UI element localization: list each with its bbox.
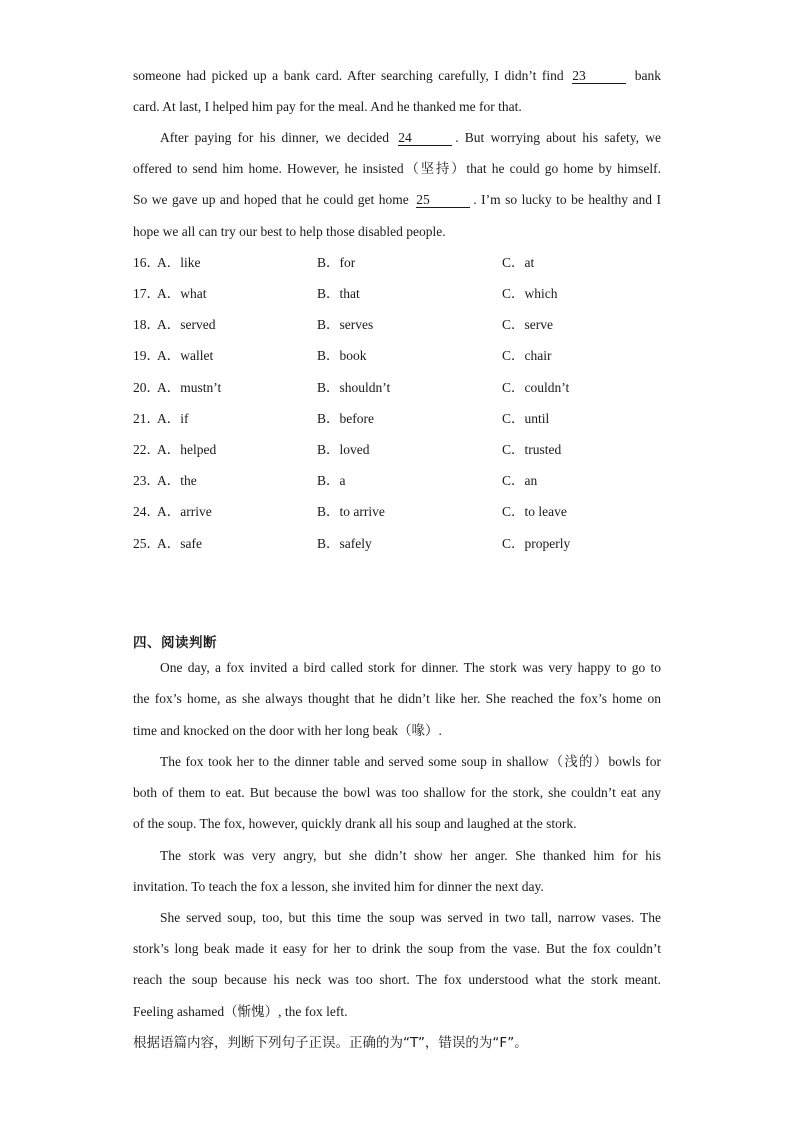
story-line: The fox took her to the dinner table and served some soup in shallow（浅的）bowls for (160, 754, 661, 769)
option-a[interactable]: A．arrive (157, 504, 212, 519)
question-24-options (133, 503, 661, 521)
option-c[interactable]: C．to leave (502, 504, 567, 519)
question-number: 20． (133, 380, 160, 395)
option-b[interactable]: B．to arrive (317, 504, 385, 519)
passage-line-4: offered to send him home. However, he insisted（坚持）that he could go home by himself. (133, 161, 661, 176)
question-number: 16． (133, 255, 160, 270)
story-line: One day, a fox invited a bird called stork for dinner. The stork was very happy to go to (160, 660, 661, 675)
blank-24: 24 (398, 130, 452, 146)
blank-25: 25 (416, 192, 470, 208)
story-line: time and knocked on the door with her long beak（喙）. (133, 723, 442, 738)
option-c[interactable]: C．an (502, 473, 538, 488)
option-a[interactable]: A．mustn’t (157, 380, 222, 395)
option-b[interactable]: B．for (317, 255, 356, 270)
question-number: 24． (133, 504, 160, 519)
task-instruction: 根据语篇内容，判断下列句子正误。正确的为“T”，错误的为“F”。 (133, 1035, 528, 1051)
option-b[interactable]: B．shouldn’t (317, 380, 391, 395)
option-c[interactable]: C．serve (502, 317, 553, 332)
option-a[interactable]: A．served (157, 317, 216, 332)
option-a[interactable]: A．what (157, 286, 207, 301)
passage-line-1 (133, 67, 661, 85)
option-c[interactable]: C．until (502, 411, 550, 426)
option-b[interactable]: B．that (317, 286, 360, 301)
question-number: 18． (133, 317, 160, 332)
section-heading: 四、阅读判断 (133, 635, 217, 651)
option-b[interactable]: B．a (317, 473, 346, 488)
story-line: She served soup, too, but this time the soup was served in two tall, narrow vases. The (160, 910, 661, 925)
question-21-options (133, 410, 661, 428)
question-20-options (133, 379, 661, 397)
question-22-options (133, 441, 661, 459)
question-23-options (133, 472, 661, 490)
passage-line-2: card. At last, I helped him pay for the meal. And he thanked me for that. (133, 99, 522, 114)
question-25-options (133, 535, 661, 553)
option-b[interactable]: B．before (317, 411, 374, 426)
story-line: of the soup. The fox, however, quickly drank all his soup and laughed at the stork. (133, 816, 577, 831)
question-number: 22． (133, 442, 160, 457)
passage-text: So we gave up and hoped that he could get home (133, 192, 409, 207)
story-line: The stork was very angry, but she didn’t show her anger. She thanked him for his (160, 848, 661, 863)
question-number: 19． (133, 348, 160, 363)
option-a[interactable]: A．like (157, 255, 201, 270)
option-c[interactable]: C．couldn’t (502, 380, 570, 395)
passage-line-3 (160, 129, 661, 147)
option-c[interactable]: C．which (502, 286, 558, 301)
option-c[interactable]: C．at (502, 255, 535, 270)
option-a[interactable]: A．safe (157, 536, 202, 551)
option-b[interactable]: B．safely (317, 536, 372, 551)
passage-line-6: hope we all can try our best to help those disabled people. (133, 224, 446, 239)
option-a[interactable]: A．helped (157, 442, 217, 457)
option-a[interactable]: A．the (157, 473, 197, 488)
story-line: both of them to eat. But because the bowl was too shallow for the stork, she couldn’t eat any (133, 785, 661, 800)
passage-text: bank (634, 68, 661, 83)
story-line: invitation. To teach the fox a lesson, she invited him for dinner the next day. (133, 879, 544, 894)
option-c[interactable]: C．trusted (502, 442, 562, 457)
passage-text: . I’m so lucky to be healthy and I (473, 192, 661, 207)
passage-line-5 (133, 191, 661, 209)
question-number: 25． (133, 536, 160, 551)
option-b[interactable]: B．serves (317, 317, 374, 332)
story-line: stork’s long beak made it easy for her to drink the soup from the vase. But the fox couldn’t (133, 941, 661, 956)
option-c[interactable]: C．chair (502, 348, 552, 363)
question-number: 23． (133, 473, 160, 488)
question-16-options (133, 254, 661, 272)
question-number: 17． (133, 286, 160, 301)
option-a[interactable]: A．if (157, 411, 189, 426)
passage-text: . But worrying about his safety, we (455, 130, 661, 145)
option-a[interactable]: A．wallet (157, 348, 214, 363)
blank-23: 23 (572, 68, 626, 84)
question-number: 21． (133, 411, 160, 426)
option-b[interactable]: B．book (317, 348, 367, 363)
story-line: the fox’s home, as she always thought that he didn’t like her. She reached the fox’s home on (133, 691, 661, 706)
option-b[interactable]: B．loved (317, 442, 370, 457)
story-line: Feeling ashamed（惭愧）, the fox left. (133, 1004, 348, 1019)
question-17-options (133, 285, 661, 303)
story-line: reach the soup because his neck was too short. The fox understood what the stork meant. (133, 972, 661, 987)
question-19-options (133, 347, 661, 365)
passage-text: someone had picked up a bank card. After searching carefully, I didn’t find (133, 68, 564, 83)
passage-text: After paying for his dinner, we decided (160, 130, 389, 145)
option-c[interactable]: C．properly (502, 536, 571, 551)
question-18-options (133, 316, 661, 334)
